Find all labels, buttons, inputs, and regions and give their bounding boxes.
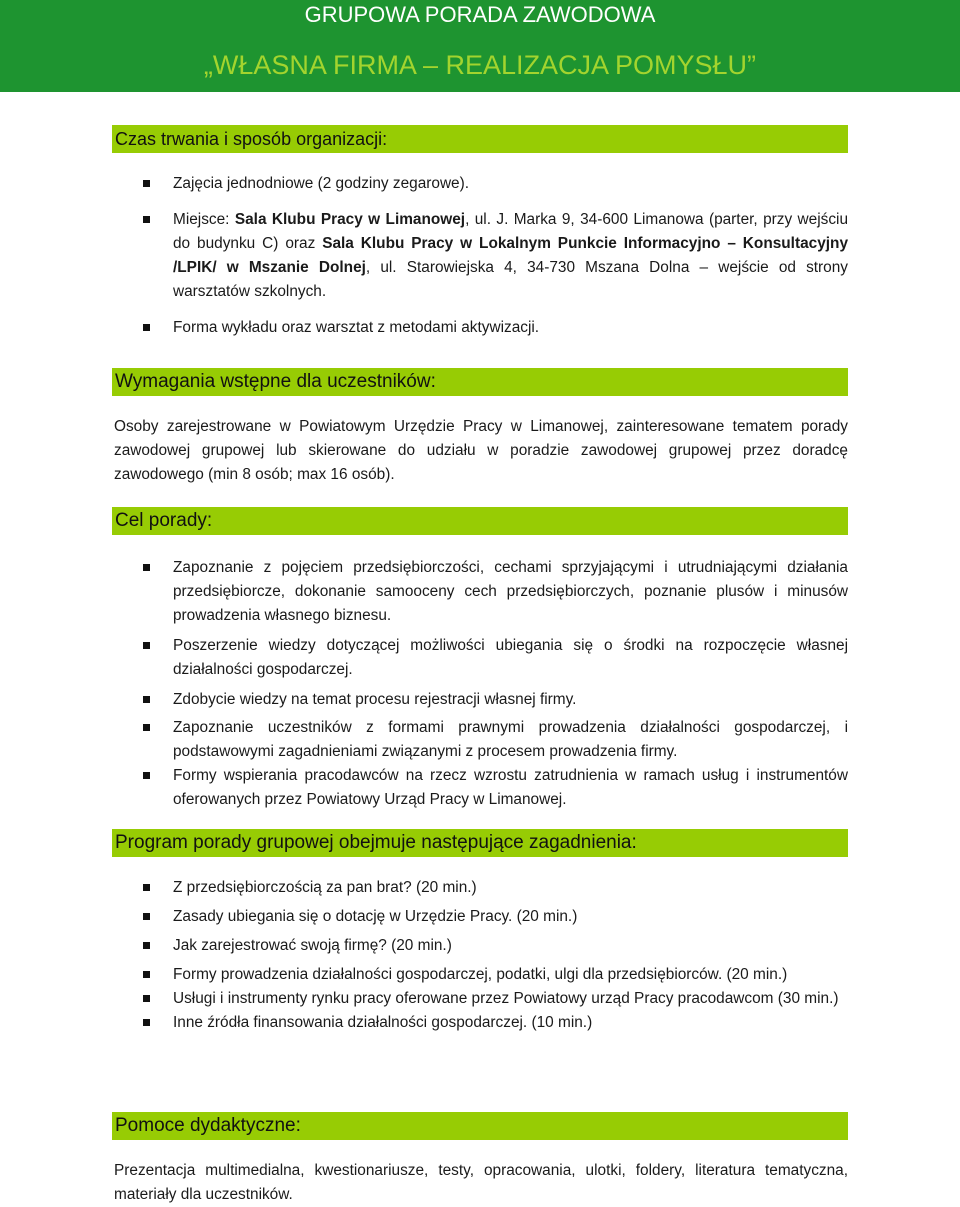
square-bullet-icon [143, 995, 150, 1002]
square-bullet-icon [143, 180, 150, 187]
section-heading-text: Pomoce dydaktyczne: [115, 1115, 301, 1136]
section-heading-goal [112, 507, 848, 535]
square-bullet-icon [143, 942, 150, 949]
square-bullet-icon [143, 696, 150, 703]
program-list [140, 876, 848, 1035]
list-item: Zapoznanie z pojęciem przedsiębiorczości, cechami sprzyjającymi i utrudniającymi działania przedsiębiorcze, dokonanie samooceny cech przedsiębiorczych, poznanie plusów i minusów prowadzenia własnego biznesu. [140, 556, 848, 628]
square-bullet-icon [143, 324, 150, 331]
list-item: Jak zarejestrować swoją firmę? (20 min.) [140, 934, 848, 958]
square-bullet-icon [143, 913, 150, 920]
list-item: Zasady ubiegania się o dotację w Urzędzie Pracy. (20 min.) [140, 905, 848, 929]
list-item: Formy prowadzenia działalności gospodarczej, podatki, ulgi dla przedsiębiorców. (20 min.) [140, 963, 848, 987]
document-title: GRUPOWA PORADA ZAWODOWA [304, 2, 656, 27]
square-bullet-icon [143, 564, 150, 571]
square-bullet-icon [143, 1019, 150, 1026]
list-item: Z przedsiębiorczością za pan brat? (20 min.) [140, 876, 848, 900]
list-item: Forma wykładu oraz warsztat z metodami aktywizacji. [140, 316, 848, 340]
requirements-text: Osoby zarejestrowane w Powiatowym Urzędzie Pracy w Limanowej, zainteresowane tematem porady zawodowej grupowej lub skierowane do udziału w poradzie zawodowej grupowej przez doradcę zawodowego (min 8 osób; max 16 osób). [114, 418, 848, 483]
header-banner [0, 0, 960, 92]
square-bullet-icon [143, 772, 150, 779]
square-bullet-icon [143, 724, 150, 731]
list-item: Poszerzenie wiedzy dotyczącej możliwości ubiegania się o środki na rozpoczęcie własnej działalności gospodarczej. [140, 634, 848, 682]
list-item: Miejsce: Sala Klubu Pracy w Limanowej, ul. J. Marka 9, 34-600 Limanowa (parter, przy wejściu do budynku C) oraz Sala Klubu Pracy w Lokalnym Punkcie Informacyjno – Konsultacyjny /LPIK/ w Mszanie Dolnej, ul. Starowiejska 4, 34-730 Mszana Dolna – wejście od strony warsztatów szkolnych. [140, 208, 848, 304]
organization-list [140, 172, 848, 340]
section-heading-text: Wymagania wstępne dla uczestników: [115, 371, 436, 392]
section-heading-text: Cel porady: [115, 510, 213, 531]
list-item: Zajęcia jednodniowe (2 godziny zegarowe). [140, 172, 848, 196]
list-item: Usługi i instrumenty rynku pracy oferowane przez Powiatowy urząd Pracy pracodawcom (30 min.) [140, 987, 848, 1011]
document-subtitle: „WŁASNA FIRMA – REALIZACJA POMYSŁU” [203, 50, 757, 80]
materials-text: Prezentacja multimedialna, kwestionariusze, testy, opracowania, ulotki, foldery, literatura tematyczna, materiały dla uczestników. [114, 1162, 848, 1203]
section-heading-materials [112, 1112, 848, 1140]
list-item: Inne źródła finansowania działalności gospodarczej. (10 min.) [140, 1011, 848, 1035]
goal-list [140, 556, 848, 812]
section-heading-text: Czas trwania i sposób organizacji: [115, 129, 388, 149]
list-item: Zapoznanie uczestników z formami prawnymi prowadzenia działalności gospodarczej, i podstawowymi zagadnieniami związanymi z procesem prowadzenia firmy. [140, 716, 848, 764]
square-bullet-icon [143, 884, 150, 891]
square-bullet-icon [143, 216, 150, 223]
square-bullet-icon [143, 971, 150, 978]
section-heading-requirements [112, 368, 848, 396]
list-item: Formy wspierania pracodawców na rzecz wzrostu zatrudnienia w ramach usług i instrumentów oferowanych przez Powiatowy Urząd Pracy w Limanowej. [140, 764, 848, 812]
section-heading-program [112, 829, 848, 857]
section-heading-organization [112, 125, 848, 153]
square-bullet-icon [143, 642, 150, 649]
list-item: Zdobycie wiedzy na temat procesu rejestracji własnej firmy. [140, 688, 848, 712]
section-heading-text: Program porady grupowej obejmuje następujące zagadnienia: [115, 832, 637, 853]
